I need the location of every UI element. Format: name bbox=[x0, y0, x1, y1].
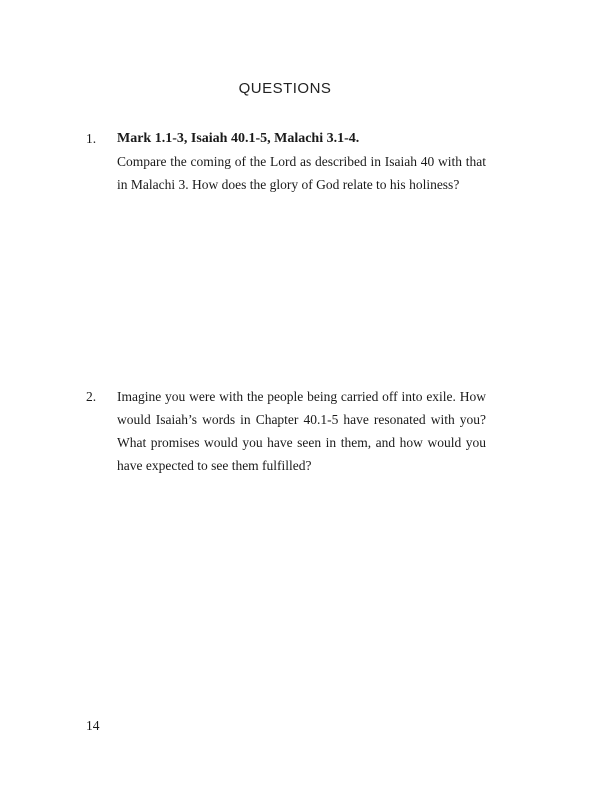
question-2 bbox=[86, 385, 486, 477]
page-title: QUESTIONS bbox=[238, 80, 332, 97]
question-body bbox=[117, 127, 486, 196]
question-text: Compare the coming of the Lord as described in Isaiah 40 with that in Malachi 3. How does the glory of God relate to his holiness? bbox=[117, 154, 486, 192]
question-number: 2. bbox=[86, 389, 97, 404]
question-number: 1. bbox=[86, 131, 97, 146]
question-heading: Mark 1.1-3, Isaiah 40.1-5, Malachi 3.1-4. bbox=[117, 131, 360, 146]
question-1 bbox=[86, 127, 486, 196]
question-body bbox=[117, 385, 486, 477]
question-text: Imagine you were with the people being carried off into exile. How would Isaiah’s words in Chapter 40.1-5 have resonated with you? What promises would you have seen in them, and how would you have expected to see them fulfilled? bbox=[117, 389, 486, 473]
page-number: 14 bbox=[86, 718, 100, 733]
